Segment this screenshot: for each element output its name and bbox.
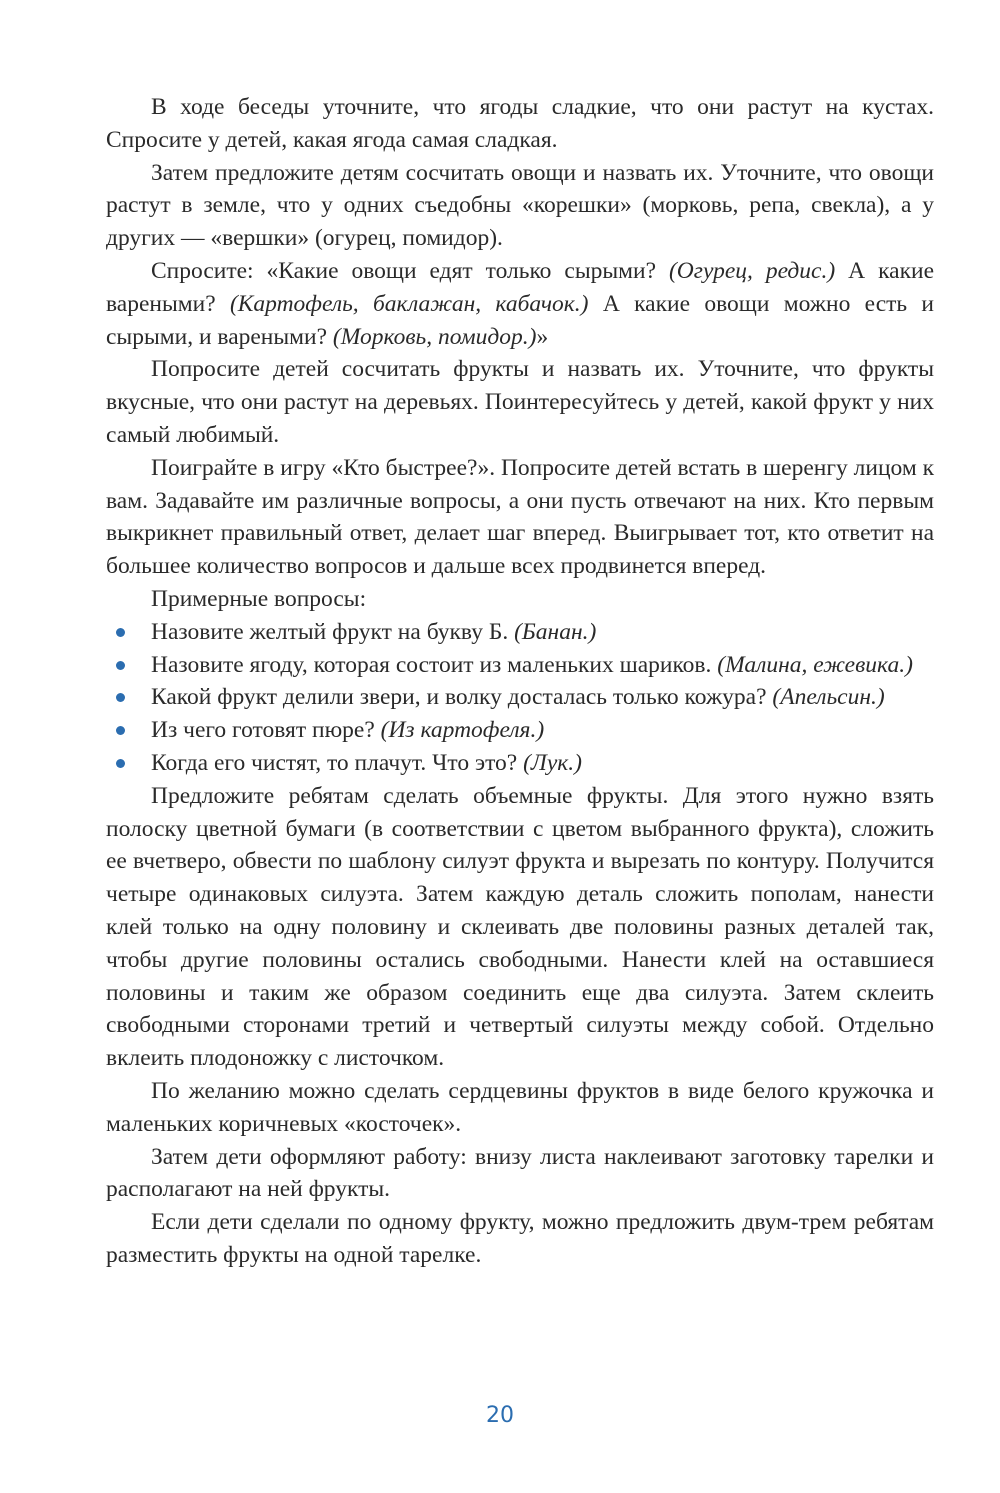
paragraph-plate: Затем дети оформляют работу: внизу листа наклеивают заготовку тарелки и располагают на ней фрукты. bbox=[106, 1143, 934, 1203]
question-answer: (Лук.) bbox=[523, 749, 582, 776]
question-answer: (Банан.) bbox=[514, 618, 597, 645]
page-body bbox=[106, 91, 934, 1272]
list-item bbox=[106, 714, 934, 747]
paragraph-craft-instructions: Предложите ребятам сделать объемные фрукты. Для этого нужно взять полоску цветной бумаги (в соответствии с цветом выбранного фрукта), сложить ее вчетверо, обвести по шаблону силуэт фрукта и вырезать по контуру. Получится четыре одинаковых силуэта. Затем каждую деталь сложить пополам, нанести клей только на одну половину и склеивать две половины разных деталей так, чтобы другие половины остались свободными. Нанести клей на оставшиеся половины и таким же образом соединить еще два силуэта. Затем склеить свободными сторонами третий и четвертый силуэты между собой. Отдельно вклеить плодоножку с листочком. bbox=[106, 782, 934, 1072]
paragraph-fruit-cores: По желанию можно сделать сердцевины фруктов в виде белого кружочка и маленьких коричневых «косточек». bbox=[106, 1077, 934, 1137]
question-answer: (Из картофеля.) bbox=[380, 717, 545, 744]
paragraph-vegetables: Затем предложите детям сосчитать овощи и назвать их. Уточните, что овощи растут в земле, что у одних съедобны «корешки» (морковь, репа, свекла), а у других — «вершки» (огурец, помидор). bbox=[106, 159, 934, 252]
list-item bbox=[106, 616, 934, 649]
ask-text-1: Спросите: «Какие овощи едят только сырыми? bbox=[151, 257, 669, 284]
question-text: Из чего готовят пюре? bbox=[151, 717, 381, 744]
list-item bbox=[106, 649, 934, 682]
question-answer: (Малина, ежевика.) bbox=[717, 651, 913, 678]
paragraph-berries: В ходе беседы уточните, что ягоды сладкие, что они растут на кустах. Спросите у детей, какая ягода самая сладкая. bbox=[106, 94, 934, 153]
paragraph-game: Поиграйте в игру «Кто быстрее?». Попросите детей встать в шеренгу лицом к вам. Задавайте им различные вопросы, а они пусть отвечают на них. Кто первым выкрикнет правильный ответ, делает шаг вперед. Выигрывает тот, кто ответит на большее количество вопросов и дальше всех продвинется вперед. bbox=[106, 454, 934, 580]
list-item bbox=[106, 681, 934, 714]
ask-answer-1: (Огурец, редис.) bbox=[668, 257, 836, 284]
bullet-icon bbox=[116, 628, 125, 637]
question-text: Какой фрукт делили звери, и волку досталась только кожура? bbox=[151, 684, 773, 711]
page-number: 20 bbox=[486, 1403, 514, 1428]
list-item bbox=[106, 747, 934, 780]
question-answer: (Апельсин.) bbox=[772, 684, 885, 711]
question-text: Когда его чистят, то плачут. Что это? bbox=[151, 749, 524, 776]
question-text: Назовите ягоду, которая состоит из маленьких шариков. bbox=[151, 651, 718, 678]
bullet-icon bbox=[116, 661, 125, 670]
paragraph-group-plate: Если дети сделали по одному фрукту, можно предложить двум-трем ребятам разместить фрукты на одной тарелке. bbox=[106, 1209, 934, 1268]
ask-text-4: » bbox=[536, 323, 549, 350]
bullet-icon bbox=[116, 726, 125, 735]
ask-answer-3: (Морковь, помидор.) bbox=[332, 323, 537, 350]
paragraph-sample-questions: Примерные вопросы: bbox=[151, 585, 367, 612]
paragraph-ask-vegetables bbox=[106, 255, 934, 353]
ask-answer-2: (Картофель, баклажан, кабачок.) bbox=[229, 290, 589, 317]
bullet-icon bbox=[116, 759, 125, 768]
question-text: Назовите желтый фрукт на букву Б. bbox=[151, 618, 515, 645]
ask-text-2: А какие вареными? bbox=[106, 257, 934, 317]
ask-text-3: А какие овощи можно есть и сырыми, и вареными? bbox=[106, 290, 935, 350]
bullet-icon bbox=[116, 693, 125, 702]
questions-list bbox=[106, 616, 934, 780]
paragraph-fruits: Попросите детей сосчитать фрукты и назвать их. Уточните, что фрукты вкусные, что они растут на деревьях. Поинтересуйтесь у детей, какой фрукт у них самый любимый. bbox=[106, 356, 934, 448]
